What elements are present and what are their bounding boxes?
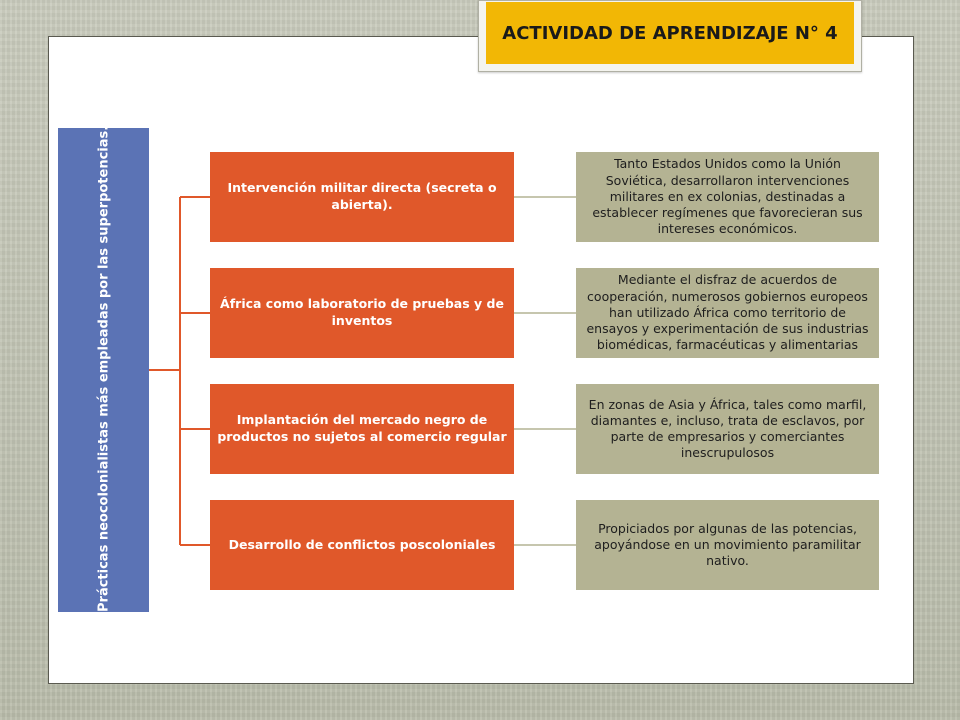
practice-detail-1-text: Tanto Estados Unidos como la Unión Soviética, desarrollaron intervenciones militares en ex colonias, destinadas a establecer regímenes que favorecieran sus intereses económicos. [592,156,863,237]
practice-detail-2 [576,268,879,358]
practice-heading-2-text: África como laboratorio de pruebas y de inventos [220,296,504,328]
practice-detail-4-text: Propiciados por algunas de las potencias, apoyándose en un movimiento paramilitar nativo. [594,520,861,569]
practice-detail-3-text: En zonas de Asia y África, tales como marfil, diamantes e, incluso, trata de esclavos, por parte de empresarios y comerciantes inescrupulosos [588,396,867,461]
practice-heading-3-text: Implantación del mercado negro de productos no sujetos al comercio regular [217,412,507,444]
practice-heading-1-text: Intervención militar directa (secreta o abierta). [227,180,497,212]
practice-heading-4 [210,500,514,590]
practice-detail-3 [576,384,879,474]
practice-detail-4 [576,500,879,590]
practice-detail-2-text: Mediante el disfraz de acuerdos de cooperación, numerosos gobiernos europeos han utilizado África como territorio de ensayos y experimentación de sus industrias biomédicas, farmacéuticas y alimentarias [586,272,869,353]
practice-heading-2 [210,268,514,358]
practice-detail-1 [576,152,879,242]
practice-heading-1 [210,152,514,242]
root-node-label: Prácticas neocolonialistas más empleadas por las superpotencias. [96,125,111,612]
slide-title: ACTIVIDAD DE APRENDIZAJE N° 4 [502,22,838,44]
practice-heading-3 [210,384,514,474]
practice-heading-4-text: Desarrollo de conflictos poscoloniales [228,536,496,552]
